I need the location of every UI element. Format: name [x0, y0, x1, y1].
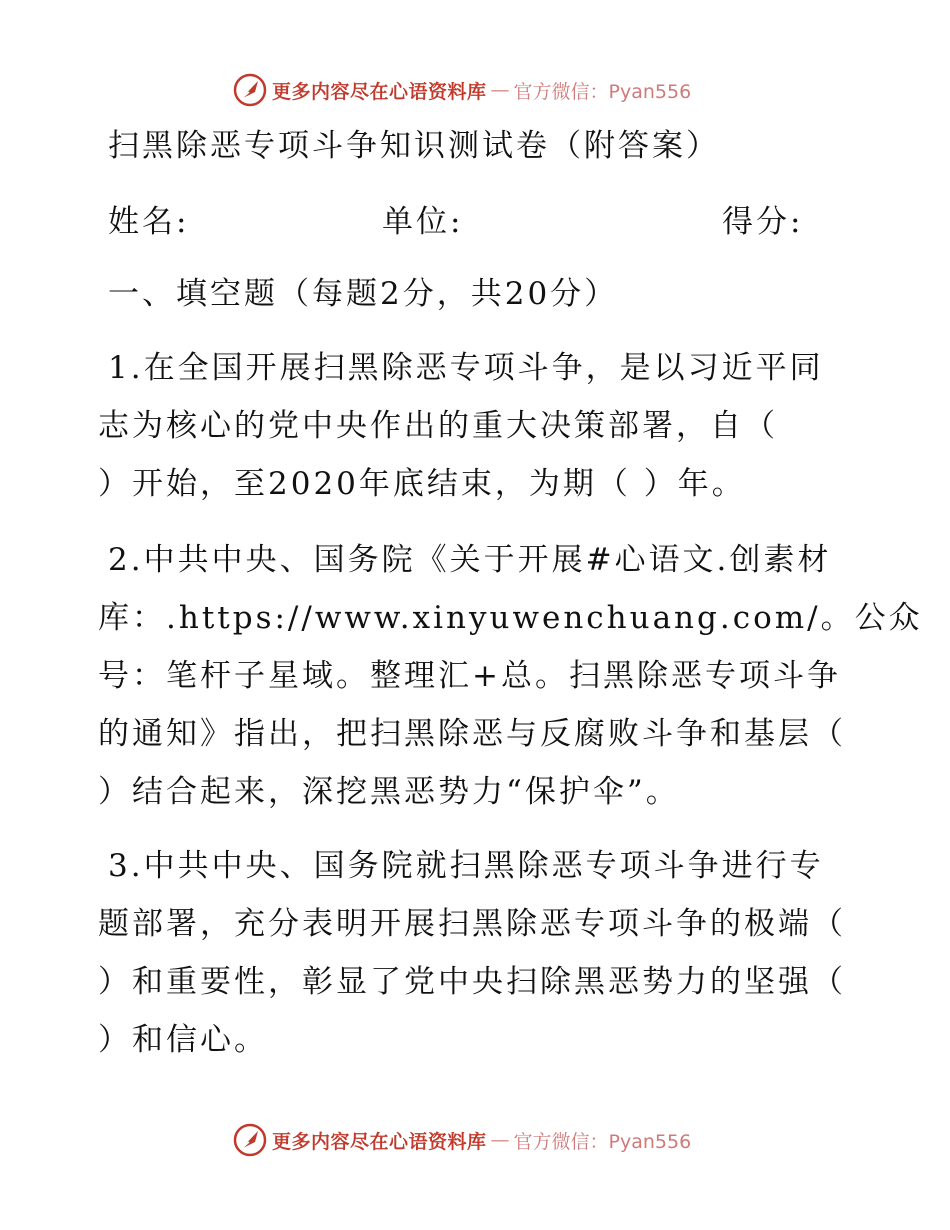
unit-field-label: 单位: [382, 204, 464, 240]
name-field-label: 姓名: [108, 204, 190, 240]
feather-quill-icon [232, 72, 268, 108]
question-line: 志为核心的党中央作出的重大决策部署，自（ [98, 408, 778, 444]
watermark-banner-bottom [232, 1120, 691, 1160]
watermark-separator: — [490, 1129, 510, 1151]
question-line: ）开始，至2020年底结束，为期（ ）年。 [98, 466, 746, 502]
question-line: 1.在全国开展扫黑除恶专项斗争，是以习近平同 [108, 350, 824, 386]
question-line: ）和重要性，彰显了党中央扫除黑恶势力的坚强（ [98, 964, 846, 1000]
question-line: ）结合起来，深挖黑恶势力“保护伞”。 [98, 774, 680, 810]
question-line: 题部署，充分表明开展扫黑除恶专项斗争的极端（ [98, 906, 846, 942]
watermark-separator: — [490, 79, 510, 101]
watermark-contact: 官方微信：Pyan556 [513, 80, 692, 103]
section-heading: 一、填空题（每题2分，共20分） [108, 276, 619, 312]
question-line: ）和信心。 [98, 1022, 268, 1058]
question-line: 号：笔杆子星域。整理汇+总。扫黑除恶专项斗争 [98, 658, 841, 694]
feather-quill-icon [232, 1122, 268, 1158]
watermark-contact: 官方微信：Pyan556 [513, 1130, 692, 1153]
score-field-label: 得分: [722, 204, 804, 240]
question-line: 3.中共中央、国务院就扫黑除恶专项斗争进行专 [108, 848, 824, 884]
watermark-text: 更多内容尽在心语资料库 [272, 80, 487, 103]
question-line: 的通知》指出，把扫黑除恶与反腐败斗争和基层（ [98, 716, 846, 752]
question-line: 2.中共中央、国务院《关于开展#心语文.创素材 [108, 542, 832, 578]
question-line: 库：.https://www.xinyuwenchuang.com/。公众 [98, 600, 923, 636]
watermark-text: 更多内容尽在心语资料库 [272, 1130, 487, 1153]
document-title: 扫黑除恶专项斗争知识测试卷（附答案） [108, 128, 720, 164]
watermark-banner-top [232, 70, 691, 110]
